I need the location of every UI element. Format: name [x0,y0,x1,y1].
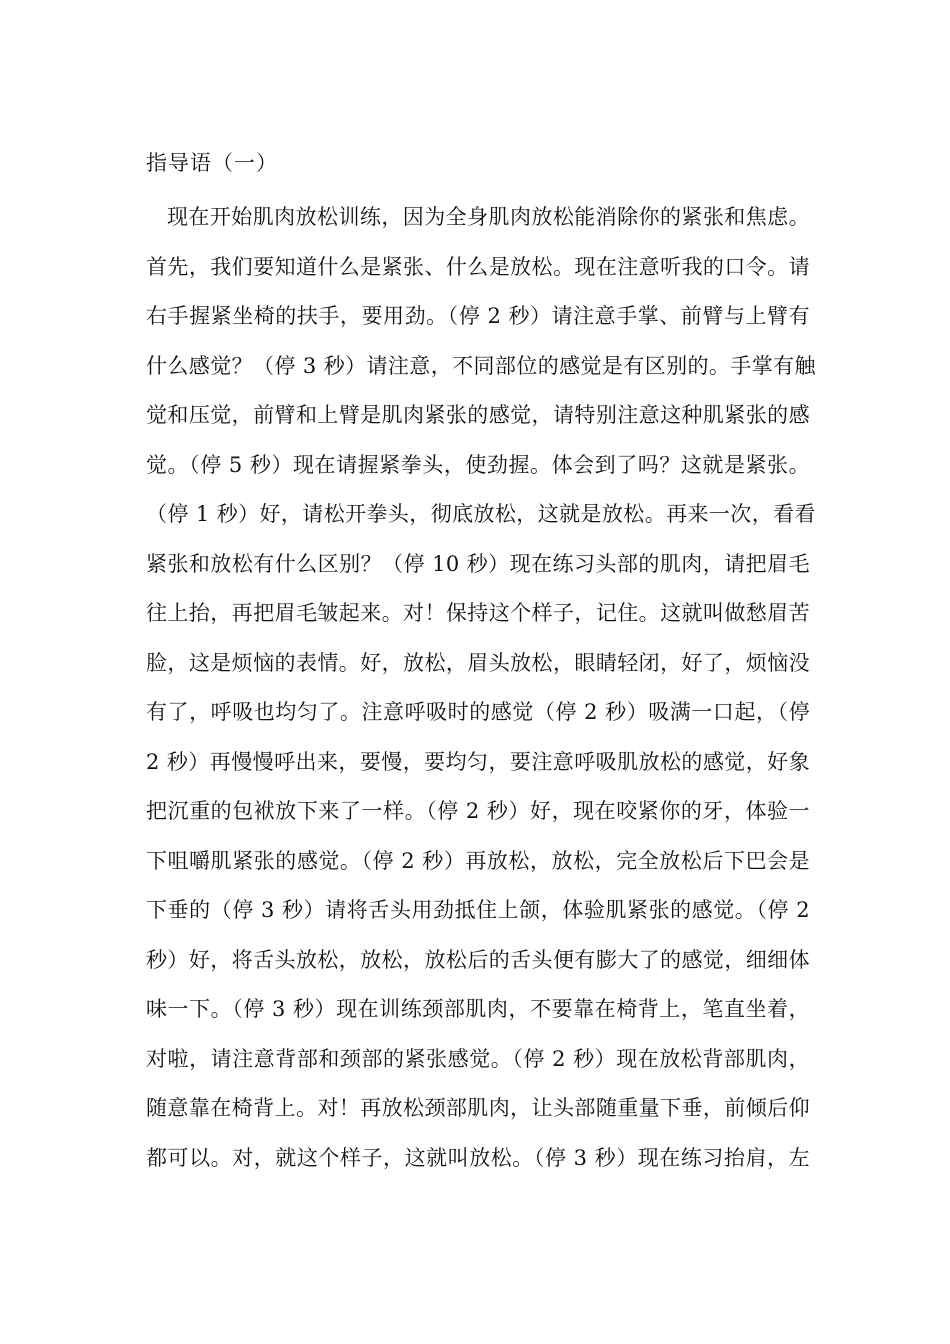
text-line: 觉和压觉，前臂和上臂是肌肉紧张的感觉，请特别注意这种肌紧张的感 [146,403,810,427]
text-line: 现在开始肌肉放松训练，因为全身肌肉放松能消除你的紧张和焦虑。 [167,205,810,229]
text-line: 随意靠在椅背上。对！再放松颈部肌肉，让头部随重量下垂，前倾后仰 [146,1096,810,1120]
text-line: （停 1 秒）好，请松开拳头，彻底放松，这就是放松。再来一次，看看 [146,502,816,526]
text-line: 右手握紧坐椅的扶手，要用劲。（停 2 秒）请注意手掌、前臂与上臂有 [146,304,810,328]
document-title: 指导语（一） [146,151,278,175]
text-line: 首先，我们要知道什么是紧张、什么是放松。现在注意听我的口令。请 [146,254,810,279]
text-line: 下垂的（停 3 秒）请将舌头用劲抵住上颌，体验肌紧张的感觉。（停 2 [146,898,810,922]
text-line: 往上抬，再把眉毛皱起来。对！保持这个样子，记住。这就叫做愁眉苦 [146,601,810,625]
text-line: 什么感觉？（停 3 秒）请注意，不同部位的感觉是有区别的。手掌有触 [146,353,816,378]
text-line: 脸，这是烦恼的表情。好，放松，眉头放松，眼睛轻闭，好了，烦恼没 [146,650,810,675]
text-line: 2 秒）再慢慢呼出来，要慢，要均匀，要注意呼吸肌放松的感觉，好象 [146,749,810,774]
text-line: 有了，呼吸也均匀了。注意呼吸时的感觉（停 2 秒）吸满一口起，（停 [146,700,810,724]
text-line: 都可以。对，就这个样子，这就叫放松。（停 3 秒）现在练习抬肩，左 [146,1145,810,1170]
text-line: 对啦，请注意背部和颈部的紧张感觉。（停 2 秒）现在放松背部肌肉， [146,1046,810,1071]
text-line: 味一下。（停 3 秒）现在训练颈部肌肉，不要靠在椅背上，笔直坐着， [146,997,810,1021]
text-line: 紧张和放松有什么区别？（停 10 秒）现在练习头部的肌肉，请把眉毛 [146,551,810,576]
text-line: 秒）好，将舌头放松，放松，放松后的舌头便有膨大了的感觉，细细体 [146,947,810,972]
text-line: 觉。（停 5 秒）现在请握紧拳头，使劲握。体会到了吗？这就是紧张。 [146,452,810,477]
text-line: 下咀嚼肌紧张的感觉。（停 2 秒）再放松，放松，完全放松后下巴会是 [146,848,810,873]
text-line: 把沉重的包袱放下来了一样。（停 2 秒）好，现在咬紧你的牙，体验一 [146,799,810,823]
document-body [146,202,816,1192]
